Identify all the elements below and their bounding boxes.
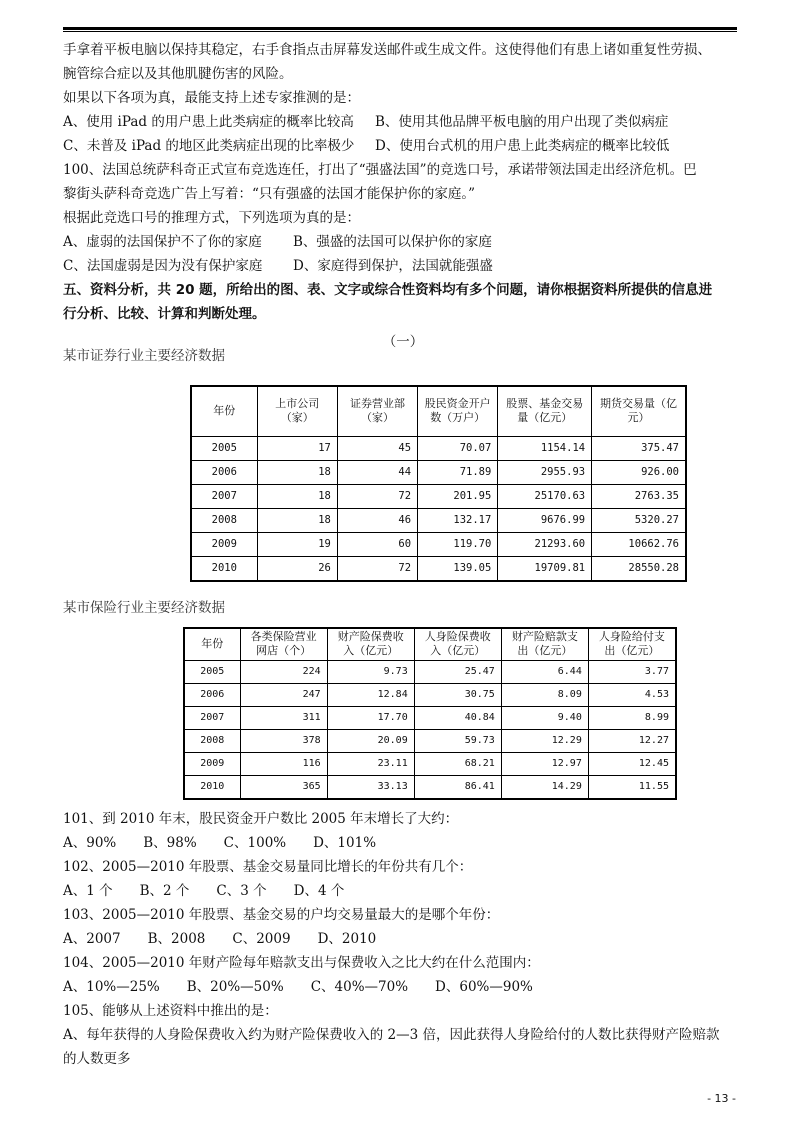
q105-option-a-line-1: A、每年获得的人身险保费收入约为财产险保费收入的 2—3 倍，因此获得人身险给付的人数比获得财产险赔款 [63,1027,720,1043]
table1-title: 某市证券行业主要经济数据 [63,348,225,364]
value-cell: 19709.81 [498,556,592,581]
value-cell: 19 [257,532,337,556]
value-cell: 3.77 [588,660,676,683]
header-cell: 股票、基金交易量（亿元） [498,386,592,436]
intro-line-2: 腕管综合症以及其他肌腱伤害的风险。 [63,66,293,82]
value-cell: 12.27 [588,729,676,752]
option-c: C、未普及 iPad 的地区此类病症出现的比率极少 [63,138,355,154]
year-cell: 2010 [184,775,240,799]
year-cell: 2005 [191,436,257,460]
year-cell: 2006 [191,460,257,484]
value-cell: 72 [337,556,417,581]
q100-options-cd [63,254,743,278]
value-cell: 926.00 [592,460,686,484]
header-cell: 年份 [191,386,257,436]
q103-options: A、2007 B、2008 C、2009 D、2010 [63,931,377,947]
value-cell: 68.21 [414,752,501,775]
value-cell: 72 [337,484,417,508]
year-cell: 2007 [184,706,240,729]
value-cell: 8.99 [588,706,676,729]
q101-options: A、90% B、98% C、100% D、101% [63,835,377,851]
value-cell: 9676.99 [498,508,592,532]
value-cell: 11.55 [588,775,676,799]
option-a: A、使用 iPad 的用户患上此类病症的概率比较高 [63,114,354,130]
value-cell: 12.45 [588,752,676,775]
header-cell: 年份 [184,628,240,660]
intro-question: 如果以下各项为真，最能支持上述专家推测的是： [63,90,360,106]
q102-options: A、1 个 B、2 个 C、3 个 D、4 个 [63,883,345,899]
value-cell: 1154.14 [498,436,592,460]
q100-question: 根据此竞选口号的推理方式，下列选项为真的是： [63,210,360,226]
value-cell: 9.40 [501,706,588,729]
value-cell: 18 [257,508,337,532]
option-b: B、使用其他品牌平板电脑的用户出现了类似病症 [375,114,669,130]
year-cell: 2007 [191,484,257,508]
intro-options-ab [63,110,743,134]
value-cell: 21293.60 [498,532,592,556]
header-cell: 证券营业部（家） [337,386,417,436]
q105-option-a-line-2: 的人数更多 [63,1051,131,1067]
q100-line-1: 100、法国总统萨科奇正式宣布竞选连任，打出了“强盛法国”的竞选口号，承诺带领法国走出经济危机。巴 [63,162,697,178]
value-cell: 6.44 [501,660,588,683]
value-cell: 17.70 [327,706,414,729]
year-cell: 2010 [191,556,257,581]
table-header-row [184,628,676,660]
value-cell: 12.29 [501,729,588,752]
value-cell: 33.13 [327,775,414,799]
header-cell: 期货交易量（亿元） [592,386,686,436]
insurance-table [183,627,677,800]
value-cell: 28550.28 [592,556,686,581]
table-row [184,683,676,706]
value-cell: 119.70 [418,532,498,556]
section-heading-line-1: 五、资料分析，共 20 题，所给出的图、表、文字或综合性资料均有多个问题，请你根据资料所提供的信息进 [63,282,713,298]
value-cell: 139.05 [418,556,498,581]
option-a: A、虚弱的法国保护不了你的家庭 [63,234,262,250]
q101: 101、到 2010 年末，股民资金开户数比 2005 年末增长了大约： [63,811,459,827]
year-cell: 2009 [191,532,257,556]
value-cell: 247 [240,683,327,706]
value-cell: 30.75 [414,683,501,706]
value-cell: 14.29 [501,775,588,799]
section-heading-line-2: 行分析、比较、计算和判断处理。 [63,306,266,322]
value-cell: 17 [257,436,337,460]
value-cell: 4.53 [588,683,676,706]
value-cell: 365 [240,775,327,799]
table-row [191,532,686,556]
table-row [184,706,676,729]
value-cell: 12.97 [501,752,588,775]
value-cell: 224 [240,660,327,683]
value-cell: 40.84 [414,706,501,729]
header-cell: 财产险赔款支出（亿元） [501,628,588,660]
section-sub: （一） [382,334,424,350]
table-row [191,484,686,508]
year-cell: 2009 [184,752,240,775]
value-cell: 2763.35 [592,484,686,508]
table-row [191,556,686,581]
value-cell: 9.73 [327,660,414,683]
table-header-row [191,386,686,436]
header-cell: 财产险保费收入（亿元） [327,628,414,660]
intro-line-1: 手拿着平板电脑以保持其稳定，右手食指点击屏幕发送邮件或生成文件。这使得他们有患上诸如重复性劳损、 [63,42,711,58]
header-cell: 人身险给付支出（亿元） [588,628,676,660]
value-cell: 59.73 [414,729,501,752]
table-row [184,729,676,752]
year-cell: 2008 [184,729,240,752]
value-cell: 26 [257,556,337,581]
value-cell: 71.89 [418,460,498,484]
table-row [191,508,686,532]
year-cell: 2005 [184,660,240,683]
value-cell: 132.17 [418,508,498,532]
table2-title: 某市保险行业主要经济数据 [63,600,225,616]
value-cell: 311 [240,706,327,729]
q105: 105、能够从上述资料中推出的是： [63,1003,278,1019]
option-d: D、使用台式机的用户患上此类病症的概率比较低 [375,138,670,154]
value-cell: 10662.76 [592,532,686,556]
header-cell: 人身险保费收入（亿元） [414,628,501,660]
value-cell: 375.47 [592,436,686,460]
value-cell: 378 [240,729,327,752]
intro-options-cd [63,134,743,158]
securities-table [190,385,687,582]
value-cell: 12.84 [327,683,414,706]
value-cell: 201.95 [418,484,498,508]
q104: 104、2005—2010 年财产险每年赔款支出与保费收入之比大约在什么范围内： [63,955,540,971]
value-cell: 23.11 [327,752,414,775]
header-rule [63,27,737,32]
questions-block [63,807,743,1071]
header-cell: 上市公司（家） [257,386,337,436]
value-cell: 44 [337,460,417,484]
table-row [184,660,676,683]
table-row [191,460,686,484]
page-number: - 13 - [707,1092,736,1105]
option-d: D、家庭得到保护，法国就能强盛 [293,258,493,274]
value-cell: 25170.63 [498,484,592,508]
value-cell: 25.47 [414,660,501,683]
value-cell: 45 [337,436,417,460]
option-b: B、强盛的法国可以保护你的家庭 [293,234,492,250]
value-cell: 2955.93 [498,460,592,484]
value-cell: 20.09 [327,729,414,752]
value-cell: 46 [337,508,417,532]
option-c: C、法国虚弱是因为没有保护家庭 [63,258,263,274]
value-cell: 86.41 [414,775,501,799]
q103: 103、2005—2010 年股票、基金交易的户均交易量最大的是哪个年份： [63,907,500,923]
year-cell: 2006 [184,683,240,706]
table-row [191,436,686,460]
table-row [184,775,676,799]
page-body [63,38,743,354]
q104-options: A、10%—25% B、20%—50% C、40%—70% D、60%—90% [63,979,533,995]
value-cell: 18 [257,484,337,508]
q100-options-ab [63,230,743,254]
header-cell: 股民资金开户数（万户） [418,386,498,436]
value-cell: 70.07 [418,436,498,460]
value-cell: 5320.27 [592,508,686,532]
table-row [184,752,676,775]
q102: 102、2005—2010 年股票、基金交易量同比增长的年份共有几个： [63,859,473,875]
value-cell: 18 [257,460,337,484]
q100-line-2: 黎街头萨科奇竞选广告上写着：“只有强盛的法国才能保护你的家庭。” [63,186,476,202]
value-cell: 60 [337,532,417,556]
header-cell: 各类保险营业网店（个） [240,628,327,660]
value-cell: 116 [240,752,327,775]
year-cell: 2008 [191,508,257,532]
value-cell: 8.09 [501,683,588,706]
